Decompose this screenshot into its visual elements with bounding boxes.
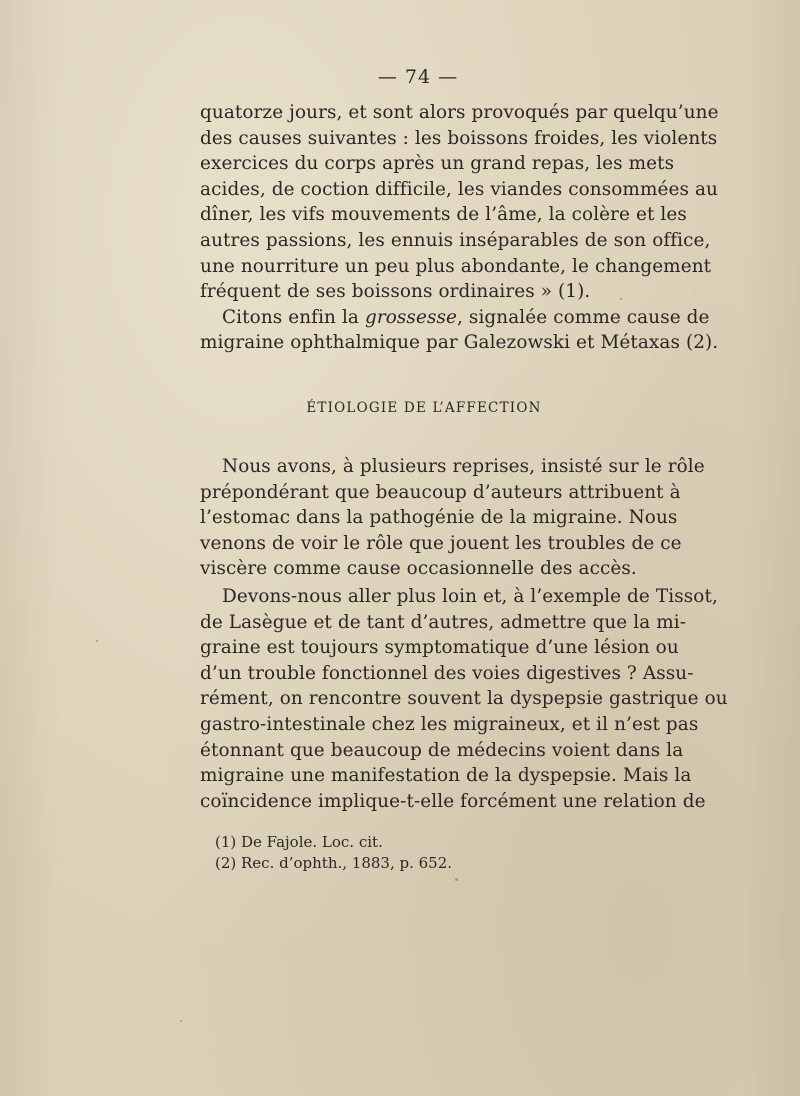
paragraph-line [200, 305, 710, 331]
text-line: prépondérant que beaucoup d’auteurs attribuent à [200, 481, 681, 503]
footnotes [215, 832, 452, 874]
text-line: rément, on rencontre souvent la dyspepsie gastrique ou [200, 688, 728, 710]
text-line: migraine ophthalmique par Galezowski et Métaxas (2). [200, 332, 719, 354]
emphasis-grossesse: grossesse [364, 306, 458, 328]
text-span: , signalée comme cause de [457, 306, 710, 328]
text-span: Citons enfin la [222, 306, 365, 328]
section-heading: ÉTIOLOGIE DE L’AFFECTION [306, 400, 542, 416]
text-line: coïncidence implique-t-elle forcément une relation de [200, 790, 706, 812]
paper-speck [620, 298, 622, 300]
paragraph-stomach-role [200, 454, 705, 582]
text-line: venons de voir le rôle que jouent les troubles de ce [200, 532, 682, 554]
text-line: l’estomac dans la pathogénie de la migraine. Nous [200, 507, 678, 529]
text-line: quatorze jours, et sont alors provoqués par quelqu’une [200, 102, 719, 123]
text-line: des causes suivantes : les boissons froides, les violents [200, 127, 718, 149]
text-line: Nous avons, à plusieurs reprises, insisté sur le rôle [222, 456, 705, 477]
paper-speck [455, 878, 458, 881]
text-block-continuation [200, 100, 719, 356]
text-line: de Lasègue et de tant d’autres, admettre que la mi- [200, 611, 687, 633]
text-line: acides, de coction difficile, les viandes consommées au [200, 178, 718, 200]
text-line: gastro-intestinale chez les migraineux, et il n’est pas [200, 713, 699, 735]
text-line: autres passions, les ennuis inséparables de son office, [200, 229, 711, 251]
text-line: viscère comme cause occasionnelle des accès. [200, 558, 637, 580]
text-line: Devons-nous aller plus loin et, à l’exemple de Tissot, [222, 586, 718, 607]
text-line: graine est toujours symptomatique d’une lésion ou [200, 637, 679, 659]
text-line: fréquent de ses boissons ordinaires » (1). [200, 281, 591, 303]
text-line: migraine une manifestation de la dyspepsie. Mais la [200, 765, 692, 787]
page-number: — 74 — [377, 66, 459, 88]
footnote-2: (2) Rec. d’ophth., 1883, p. 652. [215, 854, 453, 872]
paragraph-digestive-lesion [200, 584, 728, 814]
text-line: une nourriture un peu plus abondante, le changement [200, 255, 712, 277]
text-line: d’un trouble fonctionnel des voies digestives ? Assu- [200, 662, 694, 684]
text-line: exercices du corps après un grand repas, les mets [200, 153, 675, 175]
paper-speck [96, 640, 98, 642]
paper-speck [180, 1020, 182, 1022]
text-line: étonnant que beaucoup de médecins voient dans la [200, 739, 684, 761]
text-line: dîner, les vifs mouvements de l’âme, la colère et les [200, 204, 687, 226]
footnote-1: (1) De Fajole. Loc. cit. [215, 833, 383, 851]
